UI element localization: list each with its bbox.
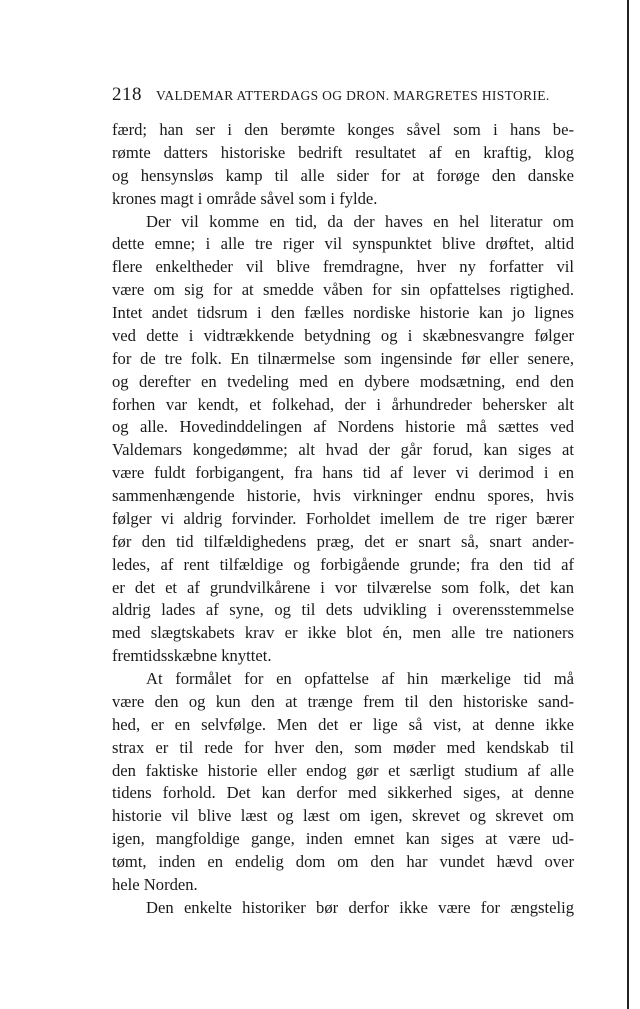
text-line: og derefter en tvedeling med en dybere modsætning, end den [112,371,574,391]
body-text [112,119,574,920]
running-title: VALDEMAR ATTERDAGS OG DRON. MARGRETES HISTORIE. [156,88,550,103]
text-line: igen, mangfoldige gange, inden emnet kan siges at være ud- [112,829,574,849]
text-line: krones magt i område såvel som i fylde. [112,188,378,208]
text-line: med slægtskabets krav er ikke blot én, men alle tre nationers [112,623,574,643]
text-line: hele Norden. [112,874,198,894]
text-line: være fuldt forbigangent, fra hans tid af lever vi derimod i en [112,463,574,483]
page-number: 218 [112,84,142,105]
text-line: strax er til rede for hver den, som møder med kendskab til [112,737,574,757]
text-line: for de tre folk. En tilnærmelse som ingensinde før eller senere, [112,348,574,368]
text-line: tømt, inden en endelig dom om den har vundet hævd over [112,852,574,871]
text-line: er det et af grundvilkårene i vor tilværelse som folk, det kan [112,577,574,597]
text-line: ved dette i vidtrækkende betydning og i skæbnesvangre følger [112,325,574,345]
text-line: aldrig lades af syne, og til dets udvikling i overensstemmelse [112,600,574,620]
text-line: færd; han ser i den berømte konges såvel som i hans be- [112,120,574,139]
text-line: være om sig for at smedde våben for sin opfattelses rigtighed. [112,280,574,300]
text-line: ledes, af rent tilfældige og forbigående grunde; fra den tid af [112,554,574,574]
text-line: Intet andet tidsrum i den fælles nordiske historie kan jo lignes [112,303,574,322]
text-line: Der vil komme en tid, da der haves en hel literatur om [146,211,574,231]
text-line: tidens forhold. Det kan derfor med sikkerhed siges, at denne [112,783,574,803]
text-line: rømte datters historiske bedrift resultatet af en kraftig, klog [112,142,574,162]
text-line: Valdemars kongedømme; alt hvad der går forud, kan siges at [112,440,574,460]
text-line: fremtidsskæbne knyttet. [112,646,272,666]
text-line: og alle. Hovedinddelingen af Nordens historie må sættes ved [112,417,574,437]
text-line: den faktiske historie eller endog gør et særligt studium af alle [112,760,574,780]
text-line: sammenhængende historie, hvis virkninger endnu spores, hvis [112,486,574,505]
text-line: Den enkelte historiker bør derfor ikke være for ængstelig [146,897,574,917]
text-line: før den tid tilfældighedens præg, det er snart så, snart ander- [112,531,574,551]
text-line: flere enkeltheder vil blive fremdragne, hver ny forfatter vil [112,257,574,277]
text-line: være den og kun den at trænge frem til den historiske sand- [112,691,574,711]
text-line: og hensynsløs kamp til alle sider for at forøge den danske [112,165,574,185]
text-line: historie vil blive læst og læst om igen, skrevet og skrevet om [112,806,574,826]
page-header [112,84,576,110]
text-line: forhen var kendt, et folkehad, der i århundreder behersker alt [112,394,574,414]
text-line: At formålet for en opfattelse af hin mærkelige tid må [146,669,574,688]
text-line: dette emne; i alle tre riger vil synspunktet blive drøftet, altid [112,234,574,254]
text-line: følger vi aldrig forvinder. Forholdet imellem de tre riger bærer [112,508,574,528]
text-line: hed, er en selvfølge. Men det er lige så vist, at denne ikke [112,714,574,734]
